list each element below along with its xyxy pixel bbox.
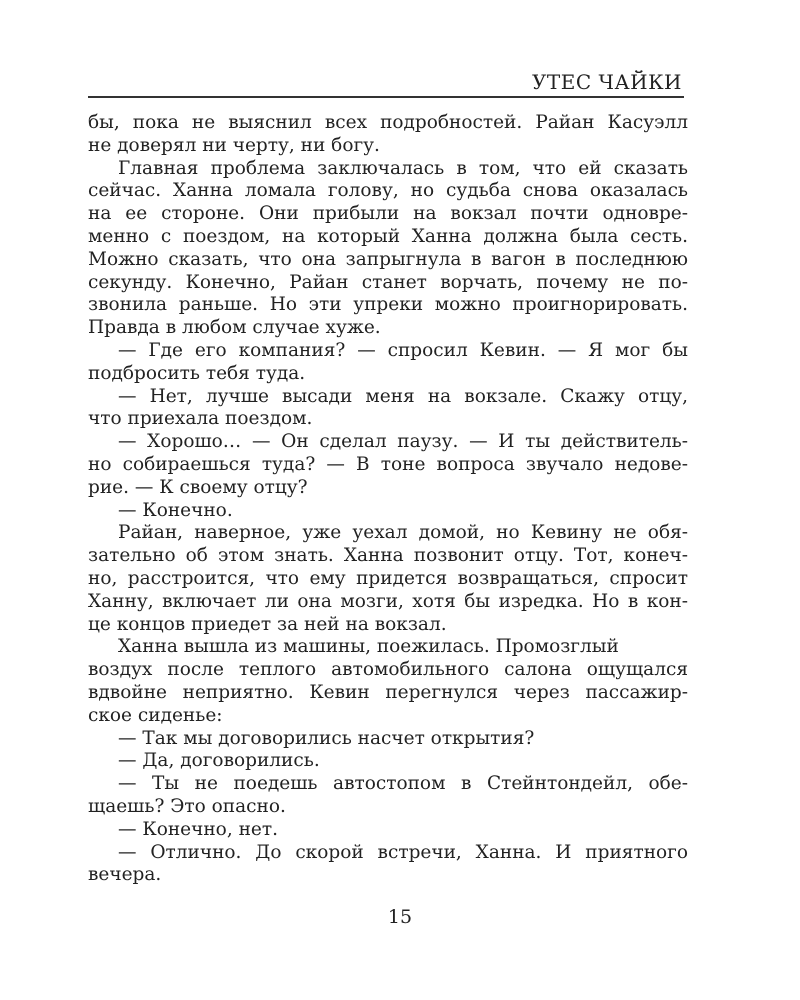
text-line: Ханну, включает ли она мозги, хотя бы изредка. Но в кон- <box>88 590 688 612</box>
text-line: Главная проблема заключалась в том, что ей сказать <box>118 157 688 179</box>
text-line: Можно сказать, что она запрыгнула в вагон в последнюю <box>88 248 688 270</box>
text-line: — Да, договорились. <box>118 750 320 772</box>
text-line: секунду. Конечно, Райан станет ворчать, почему не по- <box>88 271 688 293</box>
text-line: вдвойне неприятно. Кевин перегнулся через пассажир- <box>88 681 688 703</box>
text-line: — Где его компания? — спросил Кевин. — Я мог бы <box>118 339 688 361</box>
text-line: бы, пока не выяснил всех подробностей. Райан Касуэлл <box>88 112 688 133</box>
header-rule <box>88 96 684 98</box>
text-line: но собираешься туда? — В тоне вопроса звучало недове- <box>88 453 688 475</box>
text-line: вечера. <box>88 864 162 886</box>
text-line: — Конечно. <box>118 499 233 521</box>
text-line: звонила раньше. Но эти упреки можно проигнорировать. <box>88 294 688 316</box>
text-line: ское сиденье: <box>88 704 223 726</box>
body-text <box>88 112 688 887</box>
text-line: менно с поездом, на который Ханна должна была сесть. <box>88 225 688 247</box>
text-line: воздух после теплого автомобильного салона ощущался <box>88 659 688 681</box>
text-line: не доверял ни черту, ни богу. <box>88 134 380 156</box>
text-line: щаешь? Это опасно. <box>88 795 286 817</box>
text-line: це концов приедет за ней на вокзал. <box>88 613 447 635</box>
text-line: — Хорошо… — Он сделал паузу. — И ты действитель- <box>118 431 688 453</box>
text-line: сейчас. Ханна ломала голову, но судьба снова оказалась <box>88 180 688 202</box>
text-line: — Конечно, нет. <box>118 818 278 840</box>
running-header: УТЕС ЧАЙКИ <box>531 70 682 94</box>
text-line: зательно об этом знать. Ханна позвонит отцу. Тот, конеч- <box>88 545 688 567</box>
text-line: но, расстроится, что ему придется возвращаться, спросит <box>88 567 688 589</box>
text-line: — Ты не поедешь автостопом в Стейнтондейл, обе- <box>118 773 688 795</box>
text-line: — Так мы договорились насчет открытия? <box>118 727 535 749</box>
text-line: Правда в любом случае хуже. <box>88 317 381 339</box>
text-line: — Нет, лучше высади меня на вокзале. Скажу отцу, <box>118 385 688 407</box>
page-number: 15 <box>387 906 413 928</box>
text-line: — Отлично. До скорой встречи, Ханна. И приятного <box>118 841 688 863</box>
text-line: на ее стороне. Они прибыли на вокзал почти одновре- <box>88 203 688 225</box>
text-line: рие. — К своему отцу? <box>88 476 308 498</box>
text-line: что приехала поездом. <box>88 408 313 430</box>
text-line: Райан, наверное, уже уехал домой, но Кевину не обя- <box>118 522 688 544</box>
text-line: подбросить тебя туда. <box>88 362 306 384</box>
text-line: Ханна вышла из машины, поежилась. Промозглый <box>118 636 619 658</box>
